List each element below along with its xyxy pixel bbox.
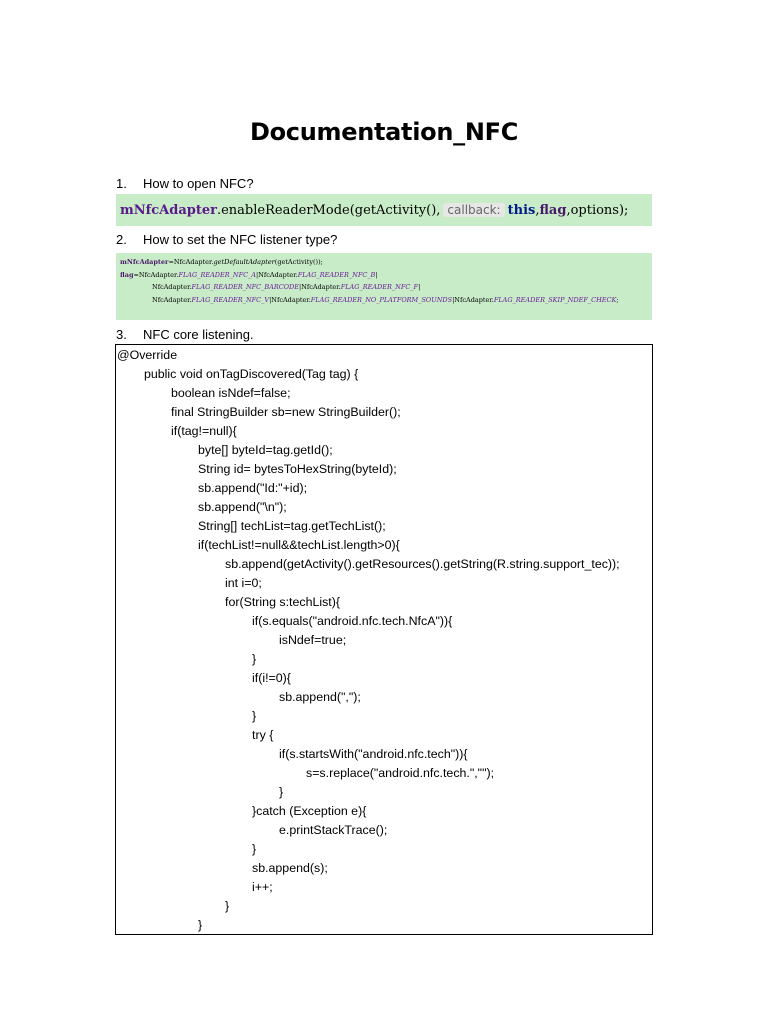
code-token: NfcAdapter.: [152, 283, 192, 291]
code-token: |NfcAdapter.: [299, 283, 341, 291]
code-token: getDefaultAdapter: [213, 258, 275, 266]
code-line: }: [252, 652, 257, 666]
code-line: [120, 294, 648, 307]
code-line: sb.append(",");: [279, 690, 361, 704]
section-number: 3.: [116, 327, 127, 342]
code-line: if(s.equals("android.nfc.tech.NfcA")){: [252, 614, 453, 628]
code-token: FLAG_READER_NFC_B: [297, 270, 376, 279]
code-line: sb.append(getActivity().getResources().getString(R.string.support_tec));: [225, 557, 620, 571]
code-token: FLAG_READER_SKIP_NDEF_CHECK: [493, 295, 617, 304]
code-line: if(s.startsWith("android.nfc.tech")){: [279, 747, 468, 761]
code-token: flag: [120, 270, 134, 279]
code-line: isNdef=true;: [279, 633, 347, 647]
code-token: |: [375, 270, 378, 279]
code-line: if(tag!=null){: [171, 424, 237, 438]
code-line: [120, 269, 648, 282]
code-token: this: [507, 202, 536, 218]
page-title: Documentation_NFC: [249, 118, 519, 146]
section-number: 2.: [116, 232, 127, 247]
code-token: FLAG_READER_NFC_A: [178, 270, 256, 279]
code-line: s=s.replace("android.nfc.tech.","");: [306, 766, 495, 780]
section-heading-1: [116, 175, 254, 193]
code-token: mNfcAdapter: [120, 202, 217, 218]
code-line: }: [279, 785, 284, 799]
code-line: if(techList!=null&&techList.length>0){: [198, 538, 400, 552]
parameter-hint: callback:: [443, 203, 504, 217]
code-line: }: [198, 918, 203, 932]
code-token: .enableReaderMode(getActivity(),: [216, 202, 441, 218]
code-line: public void onTagDiscovered(Tag tag) {: [144, 367, 359, 381]
code-line: for(String s:techList){: [225, 595, 341, 609]
code-line: }: [252, 842, 257, 856]
code-line: }: [252, 709, 257, 723]
code-token: =NfcAdapter.: [133, 270, 179, 279]
code-snippet-open-nfc: [116, 194, 652, 226]
code-line: sb.append("\n");: [198, 500, 287, 514]
code-token: ;: [616, 295, 619, 304]
code-line: sb.append("Id:"+id);: [198, 481, 308, 495]
section-label: NFC core listening.: [143, 327, 254, 342]
code-block-core-listening: [115, 344, 653, 935]
code-token: |NfcAdapter.: [256, 270, 298, 279]
code-line: e.printStackTrace();: [279, 823, 388, 837]
section-label: How to open NFC?: [143, 176, 254, 191]
code-line: try {: [252, 728, 274, 742]
code-line: byte[] byteId=tag.getId();: [198, 443, 333, 457]
code-token: mNfcAdapter: [120, 258, 169, 266]
code-line: boolean isNdef=false;: [171, 386, 291, 400]
code-line: }catch (Exception e){: [252, 804, 367, 818]
code-token: FLAG_READER_NFC_F: [340, 283, 419, 291]
code-line: @Override: [117, 348, 178, 362]
code-token: NfcAdapter.: [152, 295, 192, 304]
code-line: i++;: [252, 880, 273, 894]
code-snippet-listener-type: [116, 253, 652, 320]
section-heading-3: [116, 326, 254, 344]
code-line: }: [225, 899, 230, 913]
code-token: ,: [535, 202, 540, 218]
code-token: FLAG_READER_NFC_BARCODE: [191, 283, 299, 291]
code-line: int i=0;: [225, 576, 262, 590]
code-token: |NfcAdapter.: [269, 295, 311, 304]
code-token: |NfcAdapter.: [452, 295, 494, 304]
code-line: sb.append(s);: [252, 861, 328, 875]
code-token: flag: [539, 202, 567, 218]
section-heading-2: [116, 231, 337, 249]
code-line: String[] techList=tag.getTechList();: [198, 519, 386, 533]
code-line: if(i!=0){: [252, 671, 291, 685]
section-number: 1.: [116, 176, 127, 191]
code-token: FLAG_READER_NFC_V: [191, 295, 270, 304]
code-line: [120, 256, 648, 269]
code-token: |: [418, 283, 421, 291]
section-label: How to set the NFC listener type?: [143, 232, 338, 247]
code-token: FLAG_READER_NO_PLATFORM_SOUNDS: [310, 295, 453, 304]
code-line: String id= bytesToHexString(byteId);: [198, 462, 397, 476]
code-line: final StringBuilder sb=new StringBuilder();: [171, 405, 401, 419]
code-line: [120, 281, 648, 294]
code-token: =NfcAdapter.: [168, 258, 214, 266]
code-token: (getActivity());: [274, 258, 323, 266]
code-token: ,options);: [566, 202, 629, 218]
